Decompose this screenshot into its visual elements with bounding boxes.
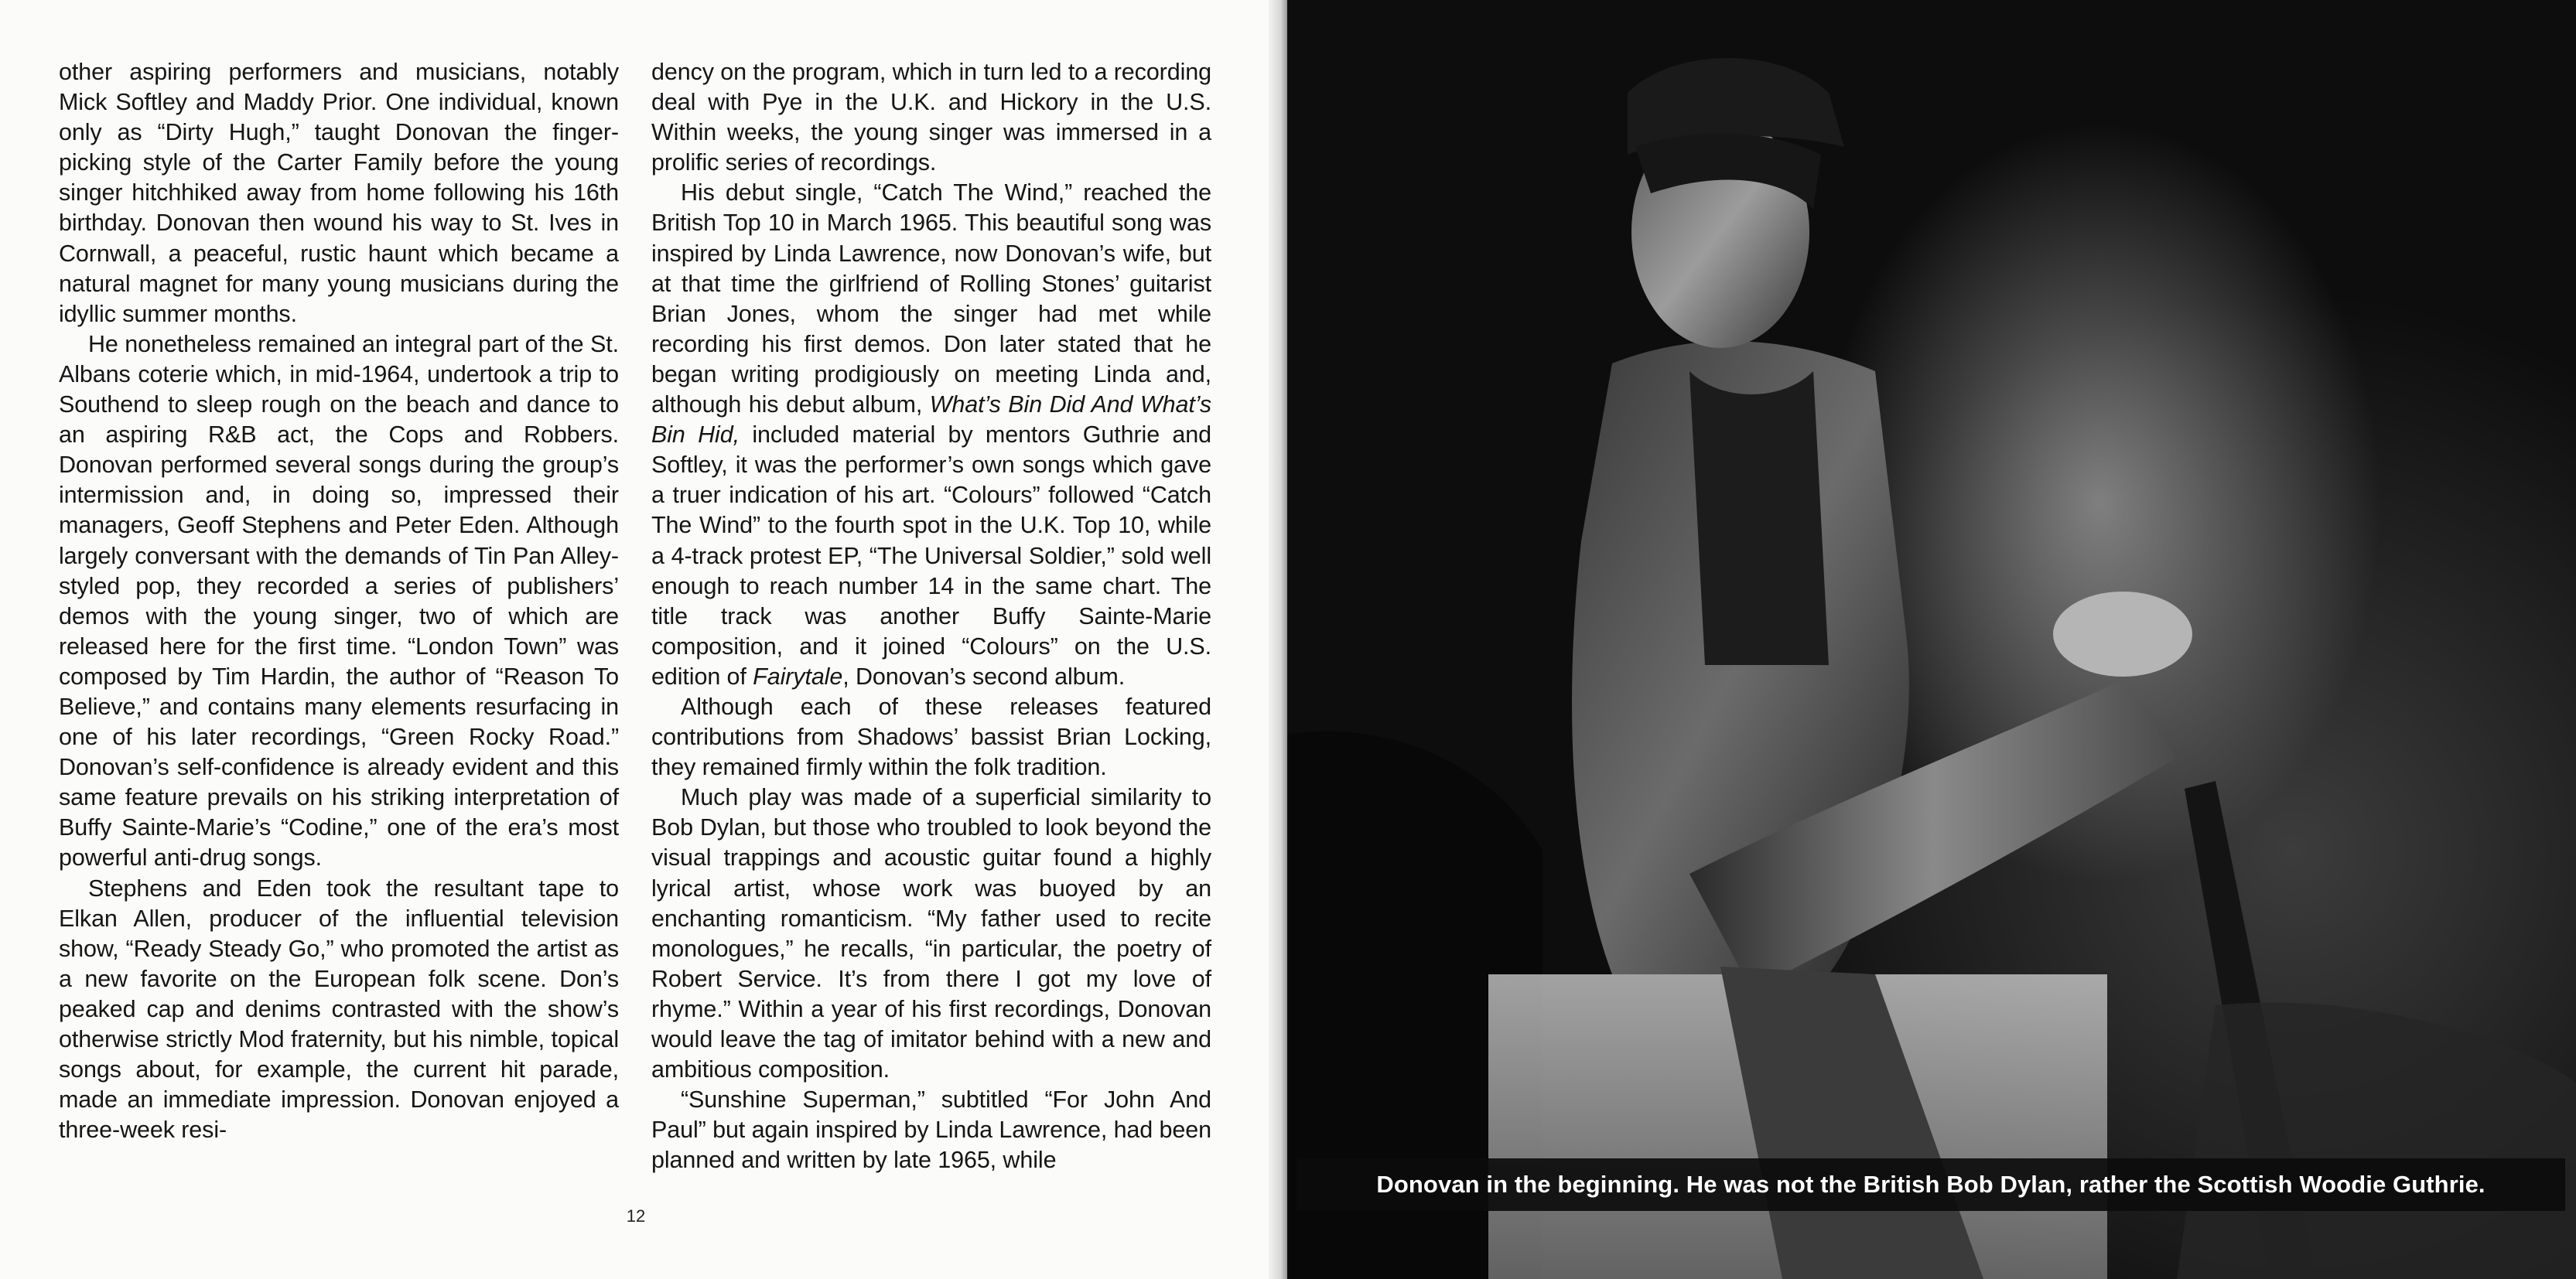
left-page xyxy=(0,0,1284,1279)
paragraph: Stephens and Eden took the resultant tape to Elkan Allen, producer of the influential television show, “Ready Steady Go,” who promoted the artist as a new favorite on the European folk scene. Don’s peaked cap and denims contrasted with the show’s otherwise strictly Mod fraternity, but his nimble, topical songs about, for example, the current hit parade, made an immediate impression. Donovan enjoyed a three-week resi- xyxy=(59,875,619,1144)
paragraph-text: , Donovan’s second album. xyxy=(842,663,1126,690)
paragraph: other aspiring performers and musicians, notably Mick Softley and Maddy Prior. One individual, known only as “Dirty Hugh,” taught Donovan the finger-picking style of the Carter Family before the young singer hitchhiked away from home following his 16th birthday. Donovan then wound his way to St. Ives in Cornwall, a peaceful, rustic haunt which became a natural magnet for many young musicians during the idyllic summer months. xyxy=(59,59,619,327)
hand-shape xyxy=(2053,592,2192,677)
caption-bar xyxy=(1297,1158,2565,1211)
paragraph xyxy=(651,178,1211,692)
page-number: 12 xyxy=(626,1206,646,1226)
floor-shadow xyxy=(2177,1002,2576,1279)
paragraph-text: included material by mentors Guthrie and Softley, it was the performer’s own songs which gave a truer indication of his art. “Colours” followed “Catch The Wind” to the fourth spot in the U.K. Top 10, while a 4-track protest EP, “The Universal Soldier,” sold well enough to reach number 14 in the same chart. The title track was another Buffy Sainte-Marie composition, and it joined “Colours” on the U.S. edition of xyxy=(651,421,1211,690)
portrait-photo xyxy=(1287,0,2576,1279)
paragraph: He nonetheless remained an integral part of the St. Albans coterie which, in mid-1964, undertook a trip to Southend to sleep rough on the beach and dance to an aspiring R&B act, the Cops and Robbers. Donovan performed several songs during the group’s intermission and, in doing so, impressed their managers, Geoff Stephens and Peter Eden. Although largely conversant with the demands of Tin Pan Alley-styled pop, they recorded a series of publishers’ demos with the young singer, two of which are released here for the first time. “London Town” was composed by Tim Hardin, the author of “Reason To Believe,” and contains many elements resurfacing in one of his later recordings, “Green Rocky Road.” Donovan’s self-confidence is already evident and this same feature prevails on his striking interpretation of Buffy Sainte-Marie’s “Codine,” one of the era’s most powerful anti-drug songs. xyxy=(59,330,619,871)
text-column-1 xyxy=(59,57,619,1145)
paragraph-text: His debut single, “Catch The Wind,” reached the British Top 10 in March 1965. This beautiful song was inspired by Linda Lawrence, now Donovan’s wife, but at that time the girlfriend of Rolling Stones’ guitarist Brian Jones, whom the singer had met while recording his first demos. Don later stated that he began writing prodigiously on meeting Linda and, although his debut album, xyxy=(651,179,1211,418)
paragraph: Although each of these releases featured contributions from Shadows’ bassist Brian Locking, they remained firmly within the folk tradition. xyxy=(651,693,1211,781)
photo-caption: Donovan in the beginning. He was not the British Bob Dylan, rather the Scottish Woodie Guthrie. xyxy=(1376,1171,2485,1198)
paragraph: dency on the program, which in turn led to a recording deal with Pye in the U.K. and Hickory in the U.S. Within weeks, the young singer was immersed in a prolific series of recordings. xyxy=(651,59,1211,176)
right-page xyxy=(1287,0,2576,1279)
paragraph: “Sunshine Superman,” subtitled “For John And Paul” but again inspired by Linda Lawrence, had been planned and written by late 1965, while xyxy=(651,1086,1211,1174)
album-title: Fairytale xyxy=(753,663,843,690)
sweater-shape xyxy=(1689,371,1829,665)
album-title: What’s Bin Did And What’s Bin Hid, xyxy=(651,391,1211,449)
paragraph: Much play was made of a superficial similarity to Bob Dylan, but those who troubled to look beyond the visual trappings and acoustic guitar found a highly lyrical artist, whose work was buoyed by an enchanting romanticism. “My father used to recite monologues,” he recalls, “in particular, the poetry of Robert Service. It’s from there I got my love of rhyme.” Within a year of his first recordings, Donovan would leave the tag of imitator behind with a new and ambitious composition. xyxy=(651,784,1211,1083)
text-column-2 xyxy=(651,57,1211,1175)
